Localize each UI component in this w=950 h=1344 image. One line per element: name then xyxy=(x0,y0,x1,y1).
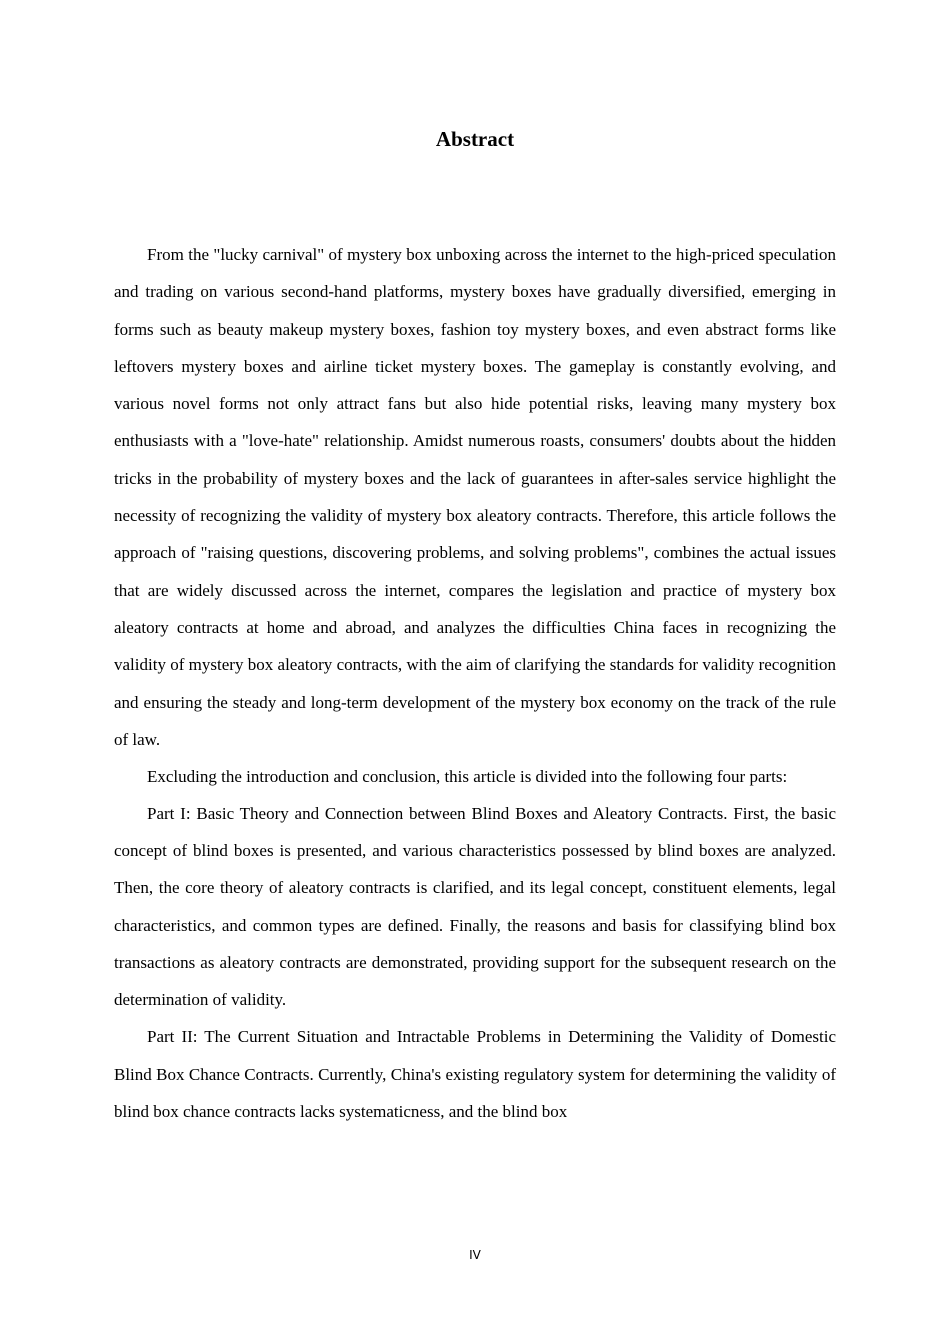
page-number: IV xyxy=(469,1248,481,1262)
abstract-body xyxy=(114,236,836,1130)
page-title: Abstract xyxy=(435,127,515,151)
paragraph-intro: From the "lucky carnival" of mystery box unboxing across the internet to the high-priced speculation and trading on various second-hand platforms, mystery boxes have gradually diversified, emerging in forms such as beauty makeup mystery boxes, fashion toy mystery boxes, and even abstract forms like leftovers mystery boxes and airline ticket mystery boxes. The gameplay is constantly evolving, and various novel forms not only attract fans but also hide potential risks, leaving many mystery box enthusiasts with a "love-hate" relationship. Amidst numerous roasts, consumers' doubts about the hidden tricks in the probability of mystery boxes and the lack of guarantees in after-sales service highlight the necessity of recognizing the validity of mystery box aleatory contracts. Therefore, this article follows the approach of "raising questions, discovering problems, and solving problems", combines the actual issues that are widely discussed across the internet, compares the legislation and practice of mystery box aleatory contracts at home and abroad, and analyzes the difficulties China faces in recognizing the validity of mystery box aleatory contracts, with the aim of clarifying the standards for validity recognition and ensuring the steady and long-term development of the mystery box economy on the track of the rule of law. xyxy=(114,245,836,749)
paragraph-part-two: Part II: The Current Situation and Intractable Problems in Determining the Validity of Domestic Blind Box Chance Contracts. Currently, China's existing regulatory system for determining the validity of blind box chance contracts lacks systematicness, and the blind box xyxy=(114,1027,836,1121)
paragraph-structure: Excluding the introduction and conclusion, this article is divided into the following four parts: xyxy=(147,766,788,786)
paragraph-part-one: Part I: Basic Theory and Connection between Blind Boxes and Aleatory Contracts. First, the basic concept of blind boxes is presented, and various characteristics possessed by blind boxes are analyzed. Then, the core theory of aleatory contracts is clarified, and its legal concept, constituent elements, legal characteristics, and common types are defined. Finally, the reasons and basis for classifying blind box transactions as aleatory contracts are demonstrated, providing support for the subsequent research on the determination of validity. xyxy=(114,803,836,1010)
